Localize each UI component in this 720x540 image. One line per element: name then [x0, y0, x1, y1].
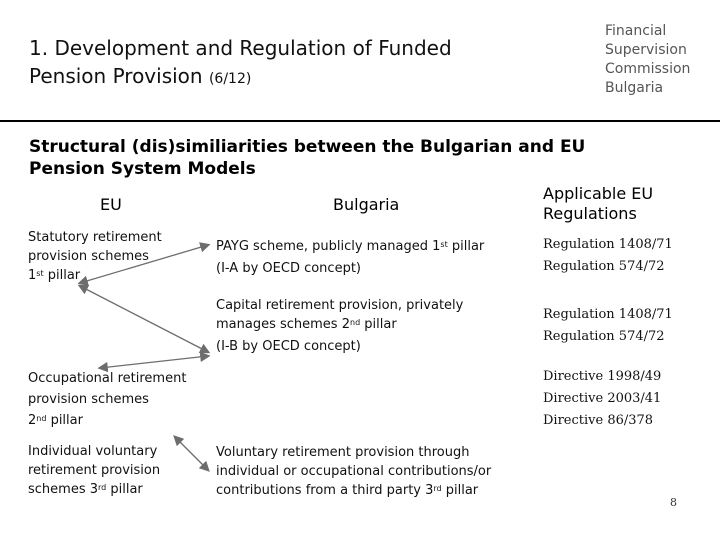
column-header-bulgaria: Bulgaria	[333, 195, 400, 214]
arrow-statutory-to-payg	[80, 245, 208, 283]
reg-row-1-cell: Regulation 1408/71 Regulation 574/72	[543, 237, 673, 274]
org-line: Supervision	[605, 42, 687, 58]
bg-voluntary-cell: Voluntary retirement provision through individual or occupational contributions/or contributions from a third party 3rd pillar	[216, 445, 492, 498]
bg-capital-cell: Capital retirement provision, privately manages schemes 2nd pillar (I-B by OECD concept)	[216, 298, 464, 354]
title-line-2: Pension Provision (6/12)	[29, 64, 252, 88]
page-number: 8	[670, 496, 677, 509]
eu-occupational-cell: Occupational retirement provision schemes 2nd pillar	[28, 371, 187, 428]
title-line-1: 1. Development and Regulation of Funded	[29, 36, 452, 60]
subtitle-line-2: Pension System Models	[29, 159, 256, 179]
bg-payg-cell: PAYG scheme, publicly managed 1st pillar (I-A by OECD concept)	[216, 239, 485, 276]
title-suffix: (6/12)	[208, 71, 252, 87]
column-header-regulations: Applicable EU Regulations	[543, 184, 654, 223]
reg-row-3-cell: Directive 1998/49 Directive 2003/41 Directive 86/378	[543, 369, 662, 428]
eu-statutory-cell: Statutory retirement provision schemes 1st pillar	[28, 230, 162, 283]
arrow-statutory-to-capital	[80, 286, 208, 352]
org-line: Commission	[605, 61, 691, 77]
eu-individual-cell: Individual voluntary retirement provision schemes 3rd pillar	[28, 444, 161, 497]
reg-row-2-cell: Regulation 1408/71 Regulation 574/72	[543, 307, 673, 344]
org-line: Bulgaria	[605, 80, 664, 96]
arrow-occupational-to-capital	[100, 356, 208, 368]
arrow-individual-to-voluntary	[175, 437, 208, 470]
column-header-eu: EU	[100, 195, 122, 214]
org-line: Financial	[605, 23, 667, 39]
subtitle-line-1: Structural (dis)similiarities between the Bulgarian and EU	[29, 137, 586, 157]
